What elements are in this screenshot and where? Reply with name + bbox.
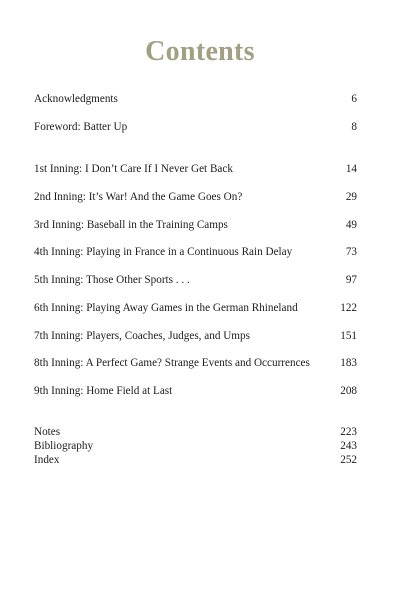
toc-entry-notes[interactable] [34, 426, 357, 439]
contents-title: Contents [145, 36, 255, 67]
toc-entry-label: 1st Inning: I Don’t Care If I Never Get Back [34, 163, 233, 175]
toc-entry-inning-6[interactable] [34, 302, 357, 315]
toc-entry-page: 183 [340, 357, 357, 369]
toc-entry-label: Foreword: Batter Up [34, 121, 128, 133]
toc-entry-page: 223 [340, 426, 357, 438]
toc-entry-page: 29 [345, 191, 357, 203]
toc-entry-page: 122 [340, 302, 357, 314]
toc-entry-label: 6th Inning: Playing Away Games in the German Rhineland [34, 302, 298, 314]
toc-entry-label: 5th Inning: Those Other Sports . . . [34, 274, 190, 286]
toc-entry-label: 7th Inning: Players, Coaches, Judges, and Umps [34, 330, 250, 342]
toc-entry-page: 6 [351, 93, 357, 105]
toc-entry-index[interactable] [34, 454, 357, 467]
toc-entry-inning-4[interactable] [34, 246, 357, 259]
toc-entry-inning-3[interactable] [34, 219, 357, 232]
toc-entry-label: 8th Inning: A Perfect Game? Strange Events and Occurrences [34, 357, 310, 369]
toc-entry-page: 49 [345, 219, 357, 231]
toc-entry-inning-9[interactable] [34, 385, 357, 398]
toc-entry-inning-2[interactable] [34, 191, 357, 204]
toc-entry-page: 97 [345, 274, 357, 286]
toc-entry-inning-5[interactable] [34, 274, 357, 287]
toc-entry-inning-7[interactable] [34, 330, 357, 343]
toc-entry-page: 252 [340, 454, 357, 466]
toc-entry-page: 8 [351, 121, 357, 133]
toc-entry-label: Bibliography [34, 440, 94, 452]
toc-entry-label: 4th Inning: Playing in France in a Continuous Rain Delay [34, 246, 293, 258]
toc-entry-bibliography[interactable] [34, 440, 357, 453]
toc-entry-page: 14 [345, 163, 357, 175]
toc-entry-label: Acknowledgments [34, 93, 118, 105]
toc-entry-label: 3rd Inning: Baseball in the Training Camps [34, 219, 228, 231]
toc-entry-inning-8[interactable] [34, 357, 357, 370]
toc-entry-label: Index [34, 454, 60, 466]
toc-entry-label: 2nd Inning: It’s War! And the Game Goes On? [34, 191, 243, 203]
toc-entry-page: 151 [340, 330, 357, 342]
toc-entry-page: 73 [345, 246, 357, 258]
toc-entry-page: 208 [340, 385, 357, 397]
toc-entry-page: 243 [340, 440, 357, 452]
toc-entry-acknowledgments[interactable] [34, 93, 357, 106]
toc-entry-inning-1[interactable] [34, 163, 357, 176]
toc-entry-label: 9th Inning: Home Field at Last [34, 385, 173, 397]
toc-entry-foreword[interactable] [34, 121, 357, 134]
toc-entry-label: Notes [34, 426, 61, 438]
